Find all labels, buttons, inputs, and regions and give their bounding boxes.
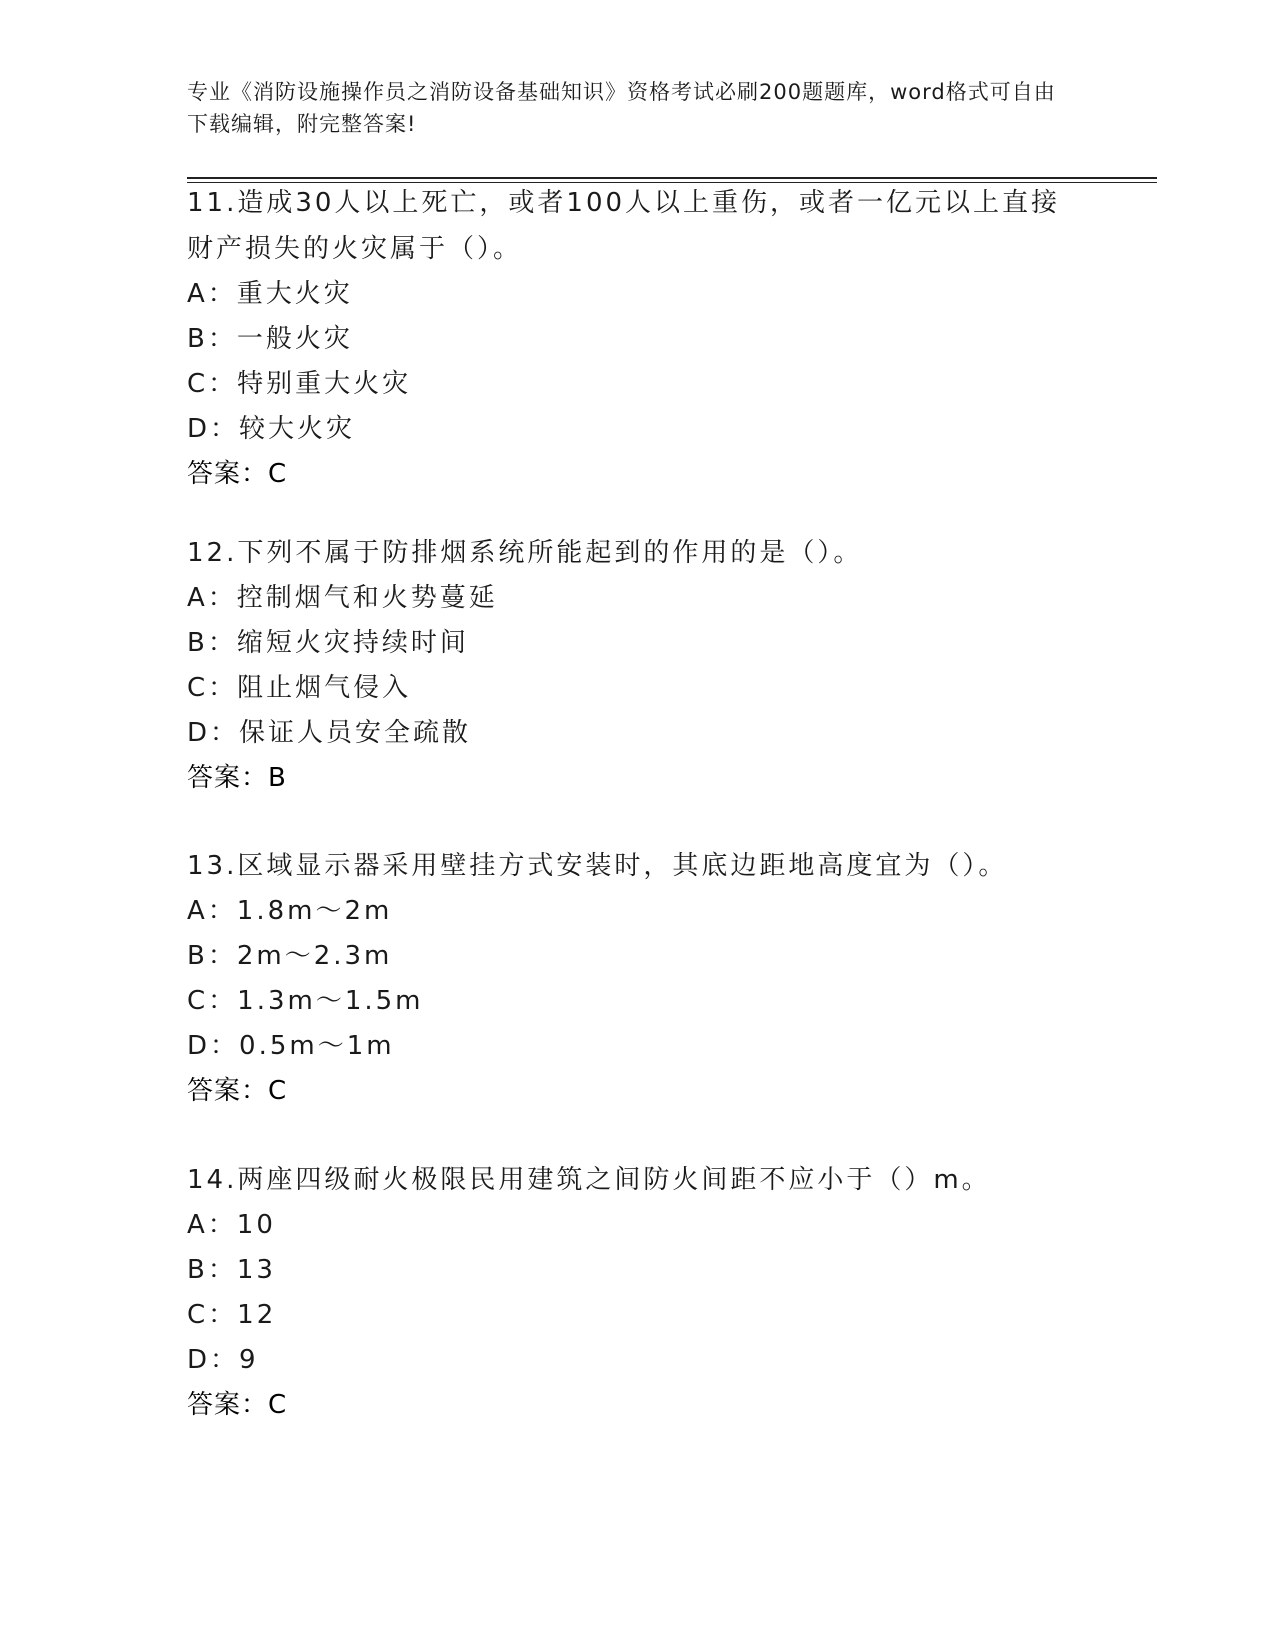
answer-label: 答案： [187, 1076, 269, 1106]
answer-value: C [268, 459, 288, 489]
option-d: D：0.5m～1m [187, 1031, 395, 1061]
answer-label: 答案： [187, 763, 269, 793]
option-b: B：2m～2.3m [187, 941, 393, 971]
question-item [187, 530, 1067, 801]
answer-value: C [268, 1390, 288, 1420]
answer-line [187, 452, 1067, 497]
answer-value: C [268, 1076, 288, 1106]
question-stem: 11.造成30人以上死亡，或者100人以上重伤，或者一亿元以上直接财产损失的火灾属于（）。 [187, 188, 1061, 264]
answer-value: B [268, 763, 287, 793]
option-c: C：12 [187, 1300, 277, 1330]
option-a: A：重大火灾 [187, 279, 353, 309]
question-item [187, 843, 1067, 1114]
option-b: B：一般火灾 [187, 324, 353, 354]
option-a: A：控制烟气和火势蔓延 [187, 583, 498, 613]
question-item [187, 180, 1067, 497]
option-d: D：保证人员安全疏散 [187, 718, 472, 748]
option-b: B：缩短火灾持续时间 [187, 628, 469, 658]
answer-line [187, 1069, 1067, 1114]
option-c: C：特别重大火灾 [187, 369, 412, 399]
question-item [187, 1157, 1067, 1428]
answer-label: 答案： [187, 459, 269, 489]
option-c: C：阻止烟气侵入 [187, 673, 412, 703]
option-a: A：1.8m～2m [187, 896, 393, 926]
option-b: B：13 [187, 1255, 276, 1285]
option-c: C：1.3m～1.5m [187, 986, 424, 1016]
answer-line [187, 1383, 1067, 1428]
question-stem: 14.两座四级耐火极限民用建筑之间防火间距不应小于（）m。 [187, 1165, 991, 1195]
option-d: D：较大火灾 [187, 414, 356, 444]
answer-label: 答案： [187, 1390, 269, 1420]
answer-line [187, 756, 1067, 801]
question-stem: 13.区域显示器采用壁挂方式安装时，其底边距地高度宜为（）。 [187, 851, 1008, 881]
document-intro: 专业《消防设施操作员之消防设备基础知识》资格考试必刷200题题库，word格式可自由下载编辑，附完整答案! [187, 80, 1056, 136]
option-a: A：10 [187, 1210, 276, 1240]
option-d: D：9 [187, 1345, 259, 1375]
question-stem: 12.下列不属于防排烟系统所能起到的作用的是（）。 [187, 538, 863, 568]
